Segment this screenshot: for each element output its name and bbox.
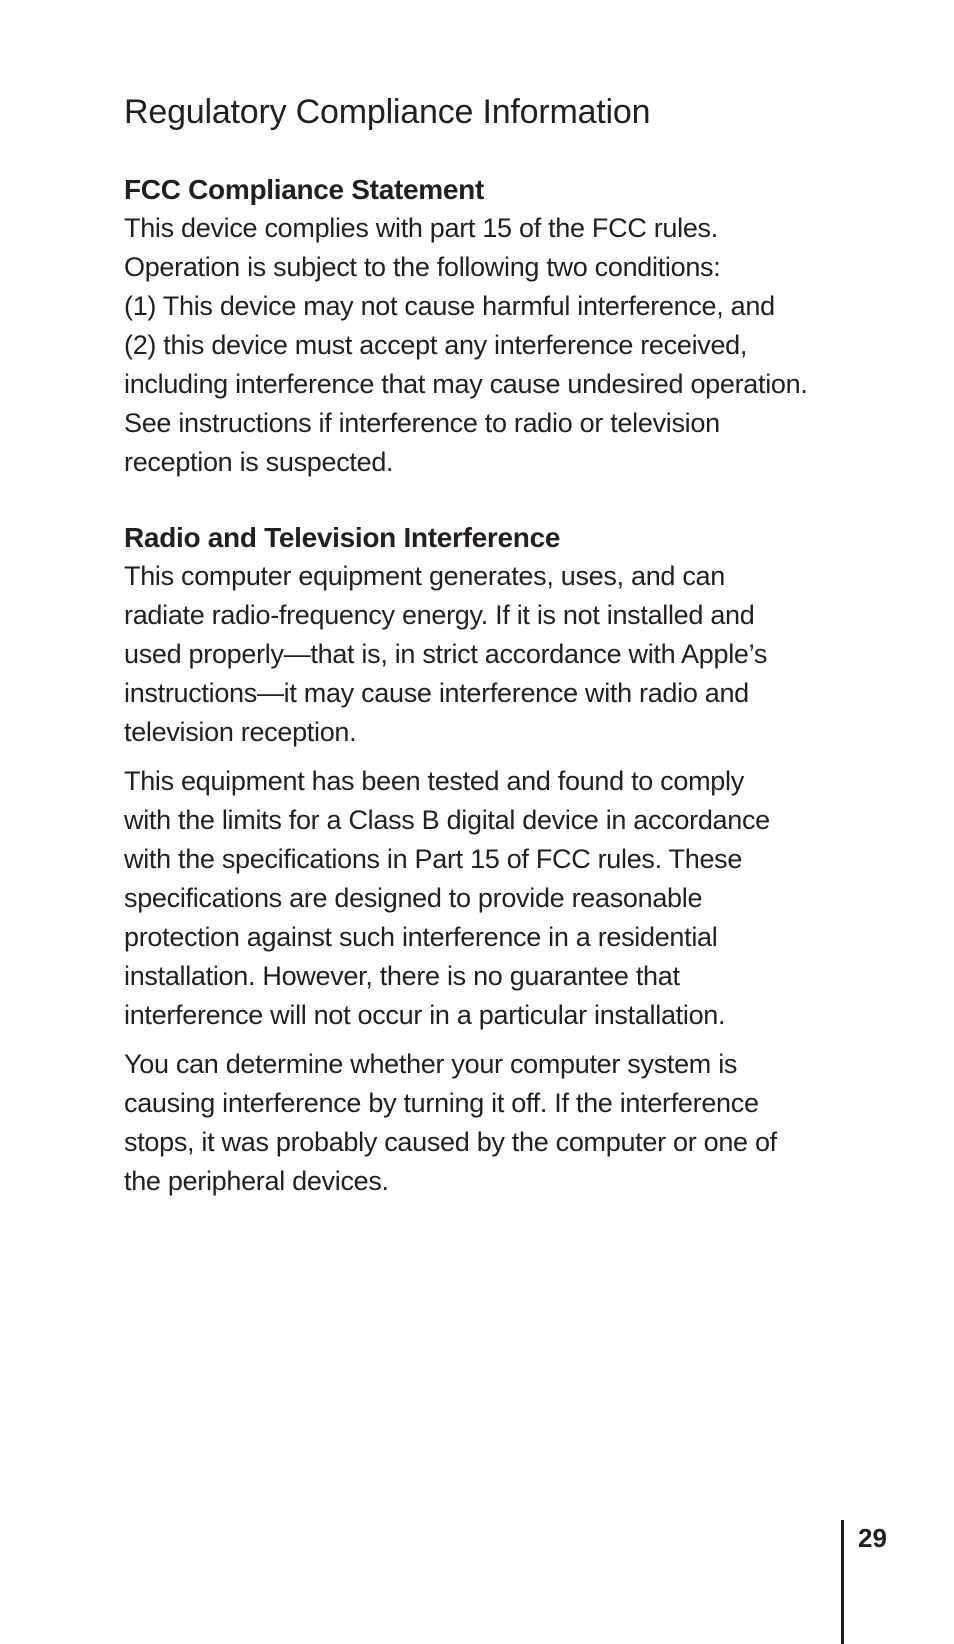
text-line: radiate radio-frequency energy. If it is not installed and	[124, 600, 755, 631]
text-line: the peripheral devices.	[124, 1166, 389, 1197]
page-number-rule	[841, 1520, 844, 1644]
text-line: with the limits for a Class B digital device in accordance	[124, 805, 770, 836]
text-line: (1) This device may not cause harmful interference, and	[124, 291, 775, 322]
text-line: This device complies with part 15 of the FCC rules.	[124, 213, 718, 244]
text-line: See instructions if interference to radio or television	[124, 408, 720, 439]
text-line: used properly—that is, in strict accordance with Apple’s	[124, 639, 768, 670]
paragraph	[124, 557, 904, 752]
document-content	[124, 90, 904, 1201]
text-line: protection against such interference in a residential	[124, 922, 718, 953]
section-fcc-compliance	[124, 170, 904, 482]
text-line: television reception.	[124, 717, 357, 748]
page-number: 29	[858, 1523, 887, 1553]
text-line: causing interference by turning it off. If the interference	[124, 1088, 759, 1119]
text-line: This computer equipment generates, uses, and can	[124, 561, 725, 592]
paragraph	[124, 209, 904, 482]
text-line: installation. However, there is no guarantee that	[124, 961, 680, 992]
text-line: This equipment has been tested and found to comply	[124, 766, 744, 797]
text-line: stops, it was probably caused by the computer or one of	[124, 1127, 777, 1158]
paragraph	[124, 1045, 904, 1201]
text-line: reception is suspected.	[124, 447, 394, 478]
section-heading: Radio and Television Interference	[124, 522, 561, 554]
text-line: with the specifications in Part 15 of FCC rules. These	[124, 844, 743, 875]
text-line: specifications are designed to provide reasonable	[124, 883, 703, 914]
text-line: instructions—it may cause interference with radio and	[124, 678, 749, 709]
paragraph	[124, 762, 904, 1035]
section-radio-tv-interference	[124, 518, 904, 1201]
text-line: Operation is subject to the following two conditions:	[124, 252, 721, 283]
text-line: You can determine whether your computer system is	[124, 1049, 738, 1080]
text-line: (2) this device must accept any interference received,	[124, 330, 748, 361]
text-line: interference will not occur in a particular installation.	[124, 1000, 726, 1031]
section-heading: FCC Compliance Statement	[124, 174, 484, 206]
page-title: Regulatory Compliance Information	[124, 93, 651, 131]
text-line: including interference that may cause undesired operation.	[124, 369, 808, 400]
